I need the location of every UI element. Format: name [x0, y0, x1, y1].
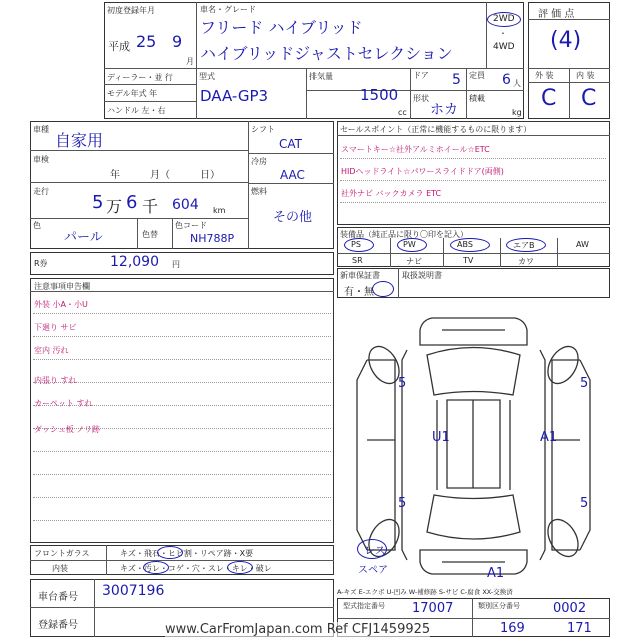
color-label: 色 — [33, 221, 41, 230]
equipment-label: 装備品（純正品に限り〇印を記入） — [340, 230, 468, 239]
note-item: 下廻り サビ — [34, 323, 77, 332]
exterior-grade: C — [541, 86, 557, 111]
notes-block — [30, 278, 334, 543]
shape: ホカ — [430, 102, 458, 118]
color-code-label: 色コード — [175, 221, 207, 230]
model-cert-label: 型式指定番号 — [343, 602, 385, 610]
color-swap-label: 色替 — [142, 230, 158, 239]
sales-label: セールスポイント（正常に機能するものに限ります） — [340, 125, 532, 134]
recycle-label: R券 — [34, 259, 48, 268]
sales-point: 社外ナビ バックカメラ ETC — [341, 189, 442, 198]
mileage-sen: 6 — [126, 192, 138, 213]
equip-leather: カワ — [518, 257, 534, 266]
dealer-label: ディーラー・並 行 — [107, 73, 173, 82]
model-type: DAA-GP3 — [200, 87, 269, 105]
doors: 5 — [452, 72, 461, 88]
note-item: 室内 汚れ — [34, 346, 69, 355]
recycle: 12,090 — [110, 254, 159, 270]
yen-unit: 円 — [172, 260, 180, 269]
mileage-man: 5 — [92, 192, 104, 213]
exterior-label: 外 装 — [535, 71, 554, 80]
car-grade: ハイブリッドジャストセレクション — [200, 44, 453, 63]
watermark: www.CarFromJapan.com Ref CFJ1459925 — [165, 622, 431, 637]
handle-label: ハンドル 左・右 — [107, 106, 166, 115]
use: 自家用 — [55, 131, 104, 150]
eval-label: 評 価 点 — [538, 9, 575, 20]
front-glass-label: フロントガラス — [34, 549, 90, 558]
capacity-label: 定員 — [469, 71, 485, 80]
color: パール — [64, 230, 103, 245]
shift: CAT — [279, 137, 302, 151]
capacity-unit: 人 — [513, 79, 521, 88]
inspection-label: 車検 — [33, 155, 49, 164]
diagram-note: スペア — [358, 565, 388, 576]
era: 平成 — [108, 40, 130, 53]
eval-score: (4) — [550, 28, 582, 53]
dimension-b: 171 — [567, 621, 592, 636]
note-item: 内張り すれ — [34, 376, 77, 385]
wheel-mark: 5 — [398, 496, 407, 511]
reg-label: 登録番号 — [38, 620, 78, 631]
category-label: 類別区分番号 — [478, 602, 520, 610]
sales-point: スマートキー☆社外アルミホイール☆ETC — [341, 145, 490, 154]
dimension-a: 169 — [500, 621, 525, 636]
equip-abs: ABS — [457, 240, 473, 249]
mileage-label: 走行 — [33, 187, 49, 196]
category: 0002 — [553, 601, 587, 616]
displacement-label: 排気量 — [309, 72, 333, 81]
manual-label: 取扱説明書 — [402, 271, 442, 280]
chassis-label: 車台番号 — [38, 592, 78, 603]
equip-aw: AW — [576, 240, 589, 249]
drive-4wd: 4WD — [493, 42, 515, 52]
first-reg-month: 9 — [172, 32, 183, 51]
car-name-label: 車名・グレード — [200, 5, 256, 14]
wheel-mark: 5 — [580, 376, 589, 391]
aircon: AAC — [280, 168, 305, 182]
equip-tv: TV — [463, 256, 474, 265]
kg-unit: kg — [512, 108, 522, 117]
note-item: カーペット すれ — [34, 399, 93, 408]
inspection: 年 月（ 日） — [110, 170, 220, 181]
interior-label: 内 装 — [576, 71, 595, 80]
interior-cond-label: 内装 — [52, 564, 68, 573]
recycle-box — [30, 252, 334, 275]
equip-navi: ナビ — [406, 257, 422, 266]
shift-label: シフト — [251, 125, 275, 134]
model-type-label: 型式 — [199, 72, 215, 81]
use-label: 車種 — [33, 125, 49, 134]
sales-point: HIDヘッドライト☆パワースライドドア(両側) — [341, 167, 504, 176]
mileage-rest: 604 — [172, 197, 199, 213]
wheel-mark: 5 — [580, 496, 589, 511]
warranty-label: 新車保証書 — [340, 271, 380, 280]
aircon-label: 冷房 — [251, 157, 267, 166]
model-year-label: モデル年式 年 — [107, 89, 158, 98]
color-code: NH788P — [190, 232, 235, 245]
km-unit: km — [213, 206, 226, 215]
chassis-number: 3007196 — [102, 583, 165, 599]
fuel: その他 — [273, 210, 313, 225]
equip-sr: SR — [352, 256, 363, 265]
wheel-mark: 5 — [398, 376, 407, 391]
shape-label: 形状 — [413, 94, 429, 103]
damage-legend: A-キズ E-エクボ U-凹み W-補修跡 S-サビ C-腐食 XX-交換済 — [337, 588, 513, 596]
diagram-note: レス — [364, 544, 386, 557]
man-unit: 万 — [106, 197, 123, 216]
panel-mark-a1: A1 — [540, 430, 558, 445]
cc-unit: cc — [398, 108, 407, 117]
sen-unit: 千 — [142, 197, 159, 216]
interior-cond-options: キズ・汚レ・コゲ・穴・スレ・キレ・破レ — [120, 564, 272, 573]
notes-label: 注意事項申告欄 — [34, 282, 90, 291]
panel-mark-u1: U1 — [432, 430, 450, 445]
rear-mark-a1: A1 — [487, 566, 505, 581]
first-reg-label: 初度登録年月 — [107, 6, 155, 15]
equip-airbag: エアB — [513, 241, 535, 250]
model-cert: 17007 — [412, 601, 454, 616]
note-item: ダッシュ板 ノリ跡 — [34, 425, 101, 434]
front-glass-options: キズ・飛石・ヒビ割・リペア跡・X要 — [120, 549, 254, 558]
equip-ps: PS — [351, 240, 361, 249]
interior-grade: C — [581, 86, 597, 111]
fuel-label: 燃料 — [251, 187, 267, 196]
doors-label: ドア — [413, 71, 429, 80]
warranty: 有・無 — [344, 287, 374, 298]
drive-2wd: 2WD — [493, 14, 515, 24]
load-label: 積載 — [469, 94, 485, 103]
drive-sep: ・ — [499, 29, 507, 38]
equip-pw: PW — [403, 240, 416, 249]
displacement: 1500 — [360, 86, 399, 104]
capacity: 6 — [502, 72, 511, 88]
month-unit: 月 — [186, 57, 194, 66]
car-name: フリード ハイブリッド — [200, 18, 363, 37]
first-reg-year: 25 — [136, 32, 157, 51]
note-item: 外装 小A・小U — [34, 300, 88, 309]
